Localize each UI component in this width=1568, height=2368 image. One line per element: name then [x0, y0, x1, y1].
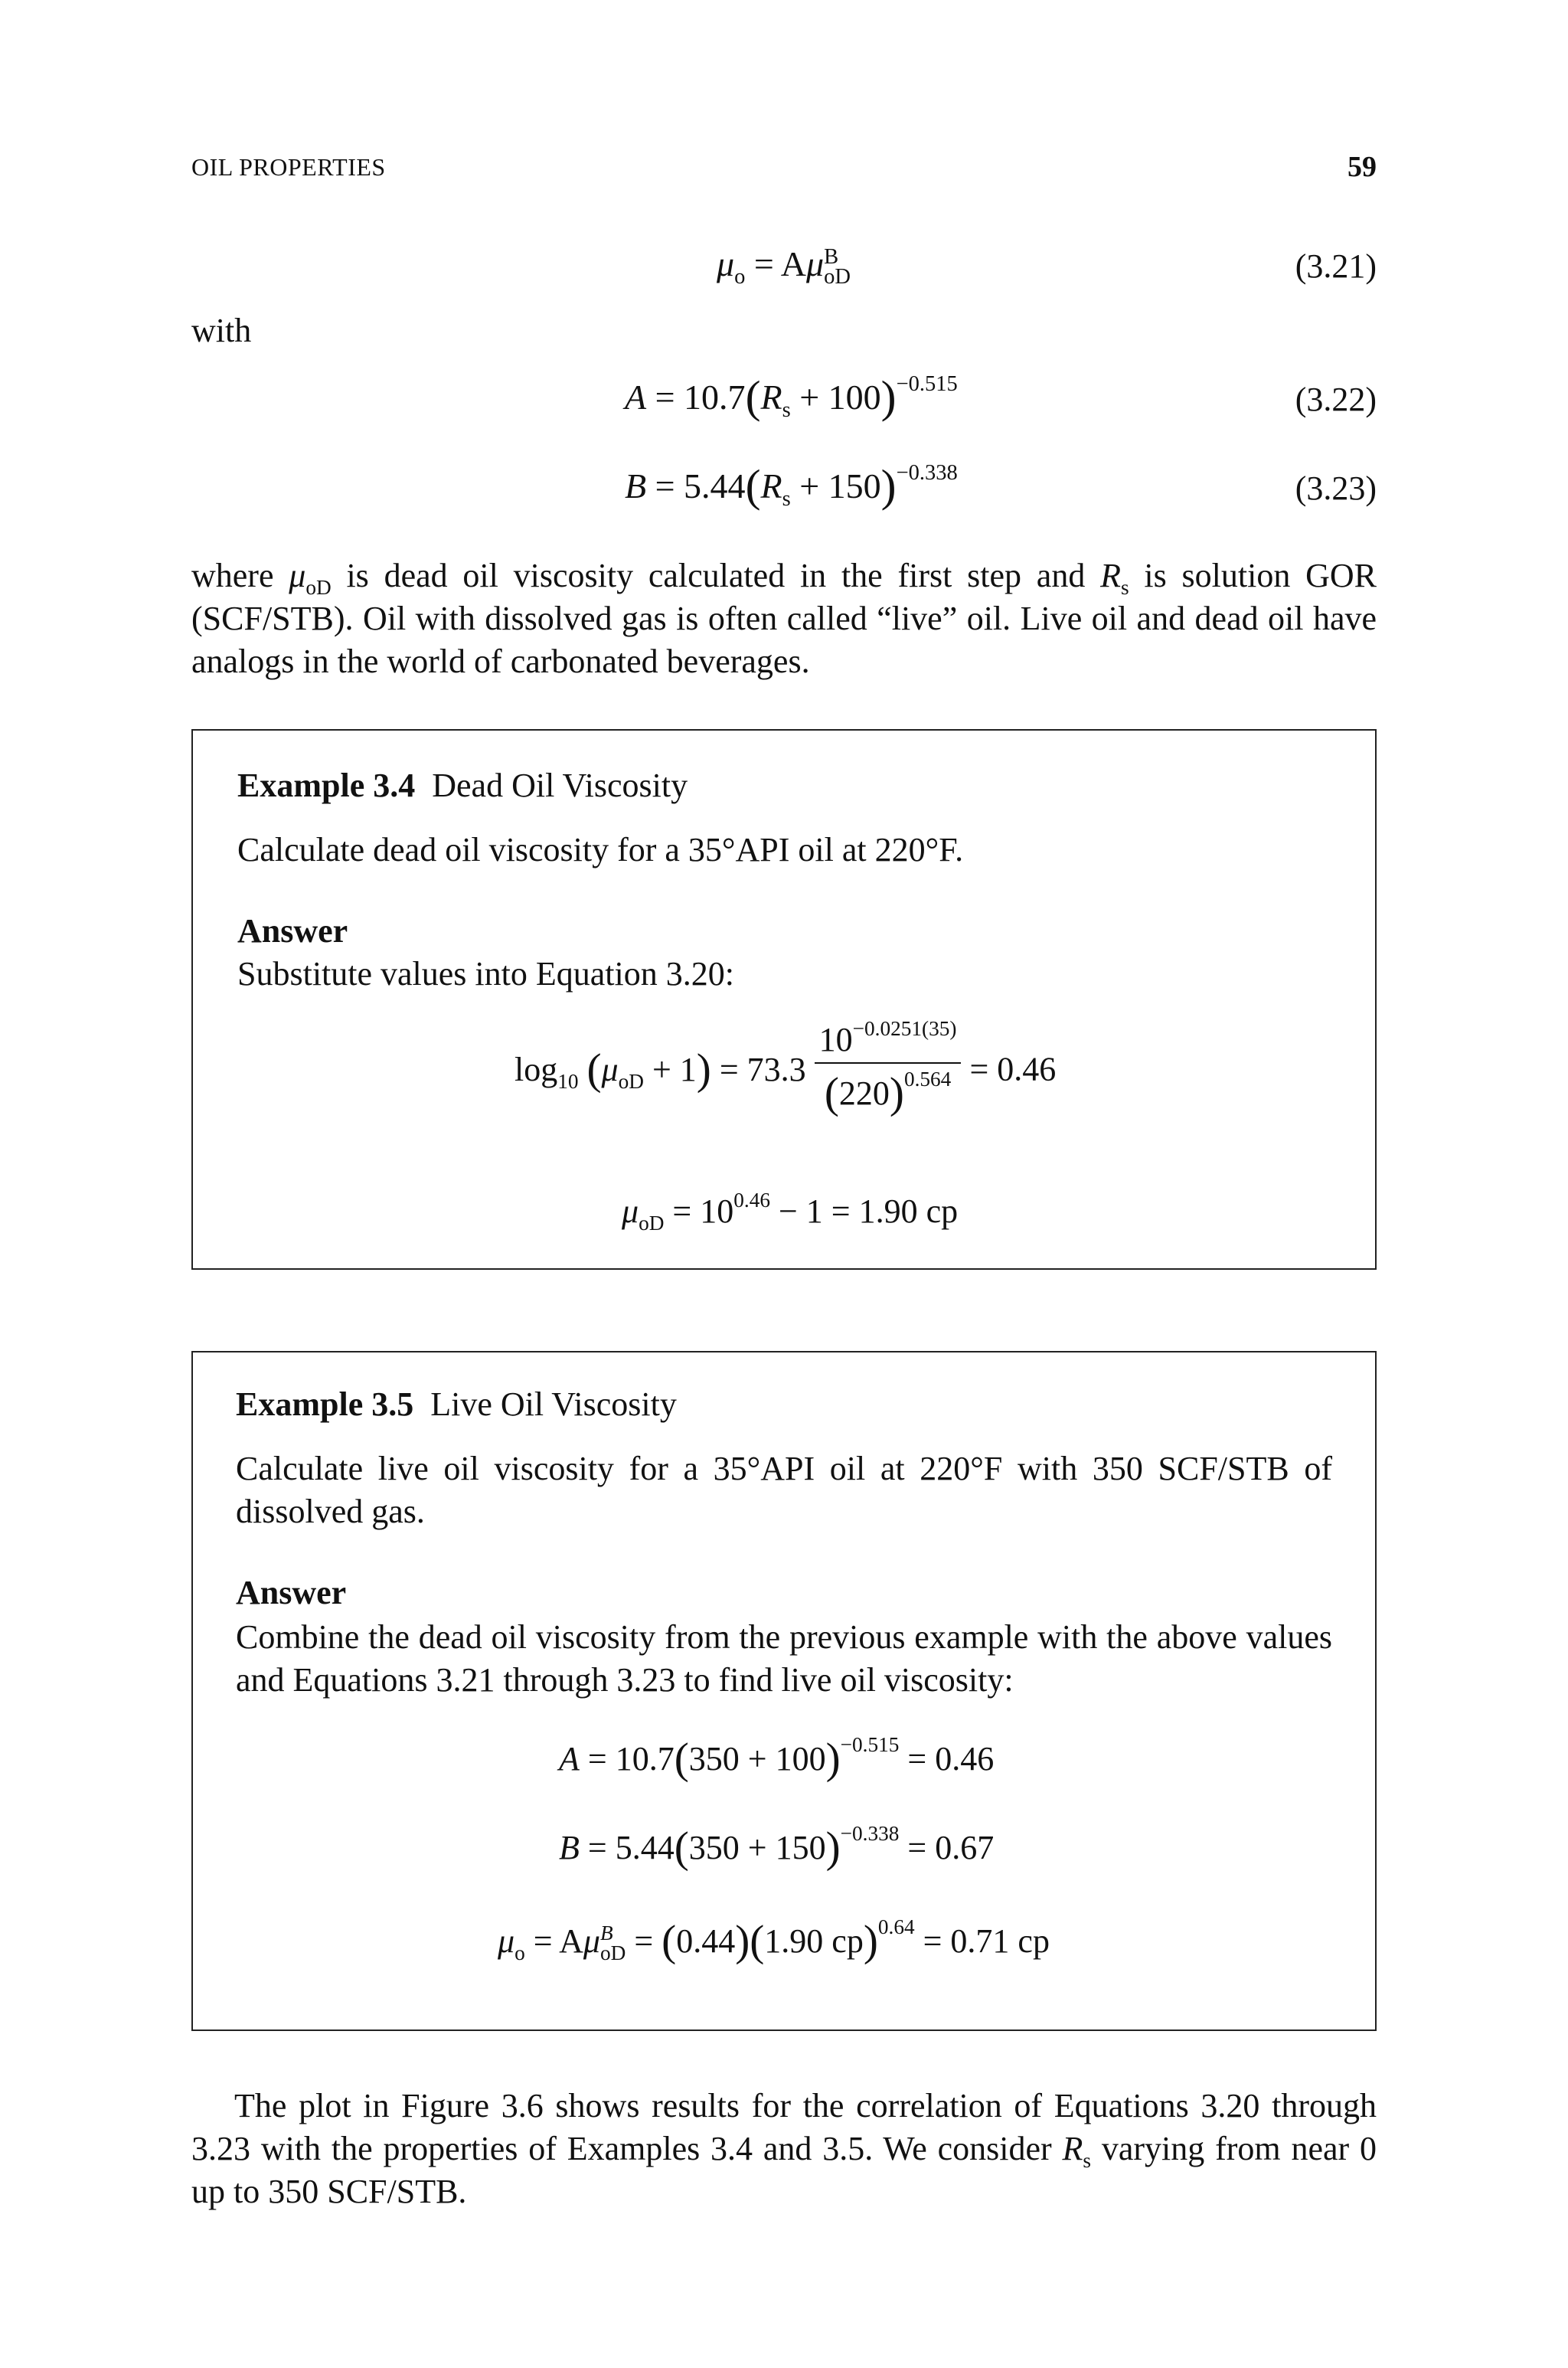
paragraph-figure-reference: The plot in Figure 3.6 shows results for the correlation of Equations 3.20 through 3.23 with the properties of Examples 3.4 and 3.5. We consider $R_s$ varying from near 0 up to 350 SCF/STB. — [191, 2087, 1377, 2210]
answer-text: Substitute values into Equation 3.20: — [237, 955, 734, 993]
running-head: OIL PROPERTIES — [191, 153, 386, 181]
example-3-5-box — [191, 1351, 1377, 2031]
answer-heading: Answer — [236, 1574, 347, 1611]
equation-number: (3.23) — [1295, 469, 1377, 507]
equation-a: $A = 10.7(350 + 100)^{-0.515} = 0.46$ — [559, 1733, 995, 1783]
example-question: Calculate dead oil viscosity for a 35°API oil at 220°F. — [237, 831, 964, 868]
fraction: $\frac{10^{-0.0251(35)}}{(220)^{0.564}}$ — [815, 1020, 962, 1118]
equation-3-22: $A = 10.7(R_s + 100)^{-0.515}$ (3.22) — [625, 371, 1377, 423]
equation-3-21: $\mu_o = A\mu$ B oD (3.21) — [717, 244, 1377, 289]
equation-3-23: $B = 5.44(R_s + 150)^{-0.338}$ (3.23) — [625, 460, 1377, 512]
live-viscosity-equation: $\mu_o = A\mu$ B oD = (0.44)(1.90 cp)$^{0.64}$ = 0.71 cp — [498, 1915, 1050, 1965]
page-header — [191, 153, 1377, 191]
page-number: 59 — [1348, 151, 1377, 183]
with-text: with — [191, 312, 252, 349]
example-question: Calculate live oil viscosity for a 35°API oil at 220°F with 350 SCF/STB of dissolved gas. — [236, 1450, 1332, 1530]
paragraph-viscosity-definition: where $\mu_{oD}$ is dead oil viscosity calculated in the first step and $R_s$ is solution GOR (SCF/STB). Oil with dissolved gas is often called “live” oil. Live oil and dead oil have analogs in the world of carbonated beverages. — [191, 557, 1377, 680]
example-title: Example 3.4 Dead Oil Viscosity — [237, 767, 688, 804]
answer-text: Combine the dead oil viscosity from the previous example with the above values and Equations 3.21 through 3.23 to find live oil viscosity: — [236, 1618, 1332, 1699]
equation-b: $B = 5.44(350 + 150)^{-0.338} = 0.67$ — [559, 1822, 995, 1872]
viscosity-result-equation: $\mu_{oD} = 10^{0.46} - 1 = 1.90$ cp — [622, 1189, 959, 1235]
equation-number: (3.21) — [1295, 247, 1377, 285]
example-3-4-box — [191, 729, 1377, 1270]
equation-number: (3.22) — [1295, 381, 1377, 418]
answer-heading: Answer — [237, 912, 348, 950]
example-title: Example 3.5 Live Oil Viscosity — [236, 1385, 677, 1423]
log-equation: $\log_{10} (\mu_{oD} + 1) = 73.3$ $\frac{10^{-0.0251(35)}}{(220)^{0.564}}$ = 0.46 — [514, 1017, 1057, 1117]
